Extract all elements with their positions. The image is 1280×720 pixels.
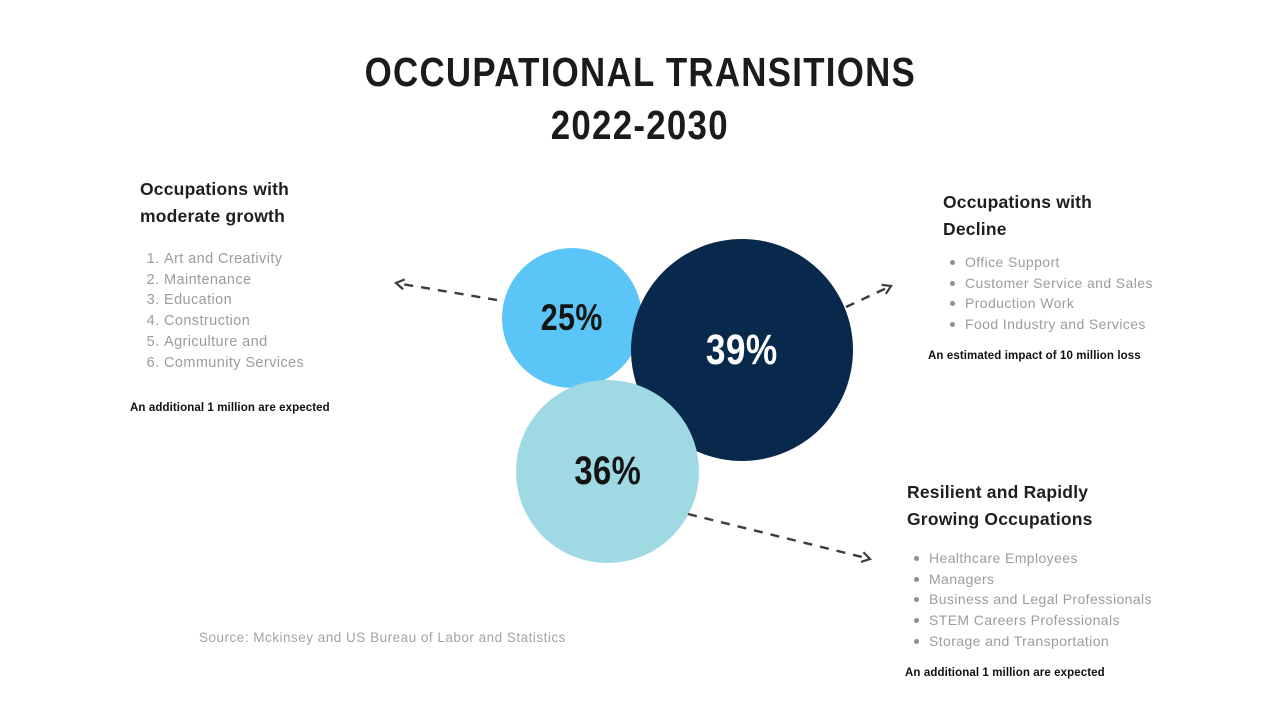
list-item: 3. Education	[164, 290, 420, 311]
list-item: Food Industry and Services	[947, 314, 1193, 335]
section-decline	[943, 189, 1193, 335]
section-moderate-growth	[140, 176, 420, 373]
bubble-resilient-value: 36%	[574, 449, 641, 493]
resilient-list	[907, 548, 1177, 652]
section-moderate-heading-line1: Occupations with	[140, 179, 290, 199]
section-moderate-heading-line2: moderate growth	[140, 206, 285, 226]
moderate-growth-list	[140, 249, 420, 373]
list-item: Office Support	[947, 252, 1193, 273]
list-item: Customer Service and Sales	[947, 273, 1193, 294]
section-resilient-heading	[907, 479, 1177, 533]
section-decline-heading-line1: Occupations with	[943, 192, 1093, 212]
note-decline: An estimated impact of 10 million loss	[928, 350, 1141, 362]
page-title-line1-text: OCCUPATIONAL TRANSITIONS	[364, 49, 916, 95]
bubble-moderate-value: 25%	[541, 297, 603, 338]
note-moderate-growth: An additional 1 million are expected	[130, 402, 330, 414]
section-resilient-heading-line2: Growing Occupations	[907, 509, 1093, 529]
decline-list	[943, 252, 1193, 335]
list-item: Storage and Transportation	[911, 631, 1177, 652]
source-attribution: Source: Mckinsey and US Bureau of Labor and Statistics	[199, 630, 566, 645]
section-decline-heading	[943, 189, 1193, 243]
bubble-resilient	[516, 380, 699, 563]
bubble-moderate-growth	[502, 248, 642, 388]
list-item: Managers	[911, 569, 1177, 590]
section-resilient	[907, 479, 1177, 652]
page-title-line2-text: 2022-2030	[550, 102, 730, 148]
list-item: Production Work	[947, 293, 1193, 314]
page-title-line2	[0, 99, 1280, 152]
list-item: Healthcare Employees	[911, 548, 1177, 569]
list-item: 1. Art and Creativity	[164, 249, 420, 270]
list-item: STEM Careers Professionals	[911, 610, 1177, 631]
bubble-decline-value: 39%	[706, 325, 778, 374]
list-item: Business and Legal Professionals	[911, 589, 1177, 610]
section-decline-heading-line2: Decline	[943, 219, 1007, 239]
dashed-arrow-right-icon	[846, 286, 891, 307]
section-moderate-heading	[140, 176, 420, 230]
list-item: 2. Maintenance	[164, 270, 420, 291]
page-title-line1	[0, 46, 1280, 99]
note-resilient: An additional 1 million are expected	[905, 667, 1105, 679]
list-item: 5. Agriculture and	[164, 332, 420, 353]
list-item: 6. Community Services	[164, 353, 420, 374]
section-resilient-heading-line1: Resilient and Rapidly	[907, 482, 1089, 502]
list-item: 4. Construction	[164, 311, 420, 332]
dashed-arrow-bottom-right-icon	[688, 514, 870, 559]
page-title	[0, 46, 1280, 152]
